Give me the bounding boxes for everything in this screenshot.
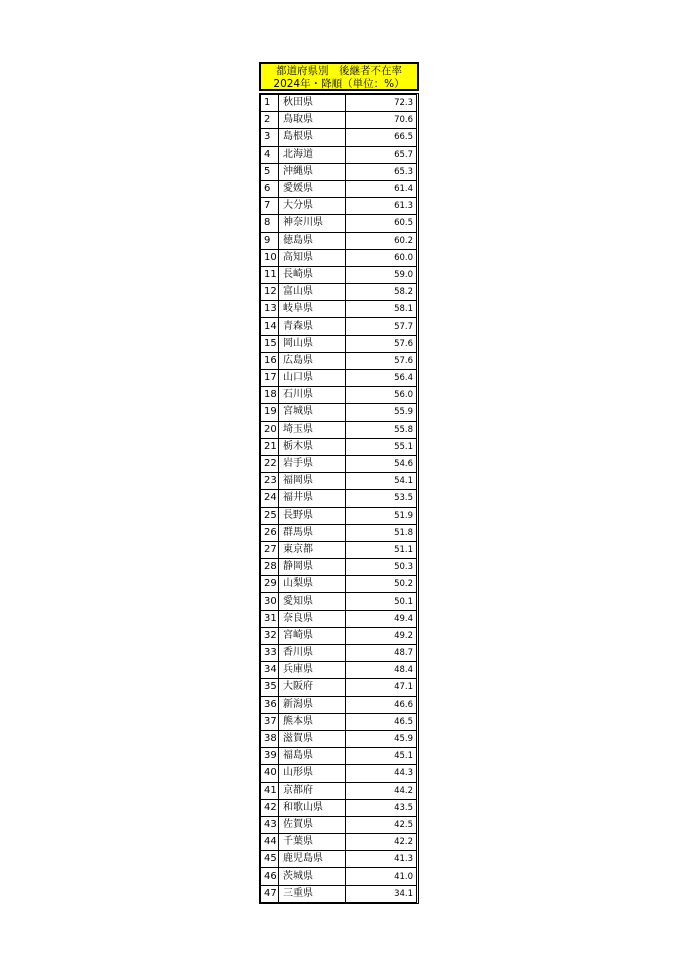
rate-value-cell: 48.7	[346, 645, 417, 662]
rate-value-cell: 45.9	[346, 730, 417, 747]
table-row	[261, 266, 417, 283]
rate-value-cell: 51.9	[346, 507, 417, 524]
rank-cell: 15	[261, 335, 279, 352]
rank-cell: 9	[261, 232, 279, 249]
table-row	[261, 180, 417, 197]
rate-value-cell: 46.6	[346, 696, 417, 713]
rank-cell: 39	[261, 748, 279, 765]
rate-value-cell: 57.6	[346, 352, 417, 369]
rank-cell: 31	[261, 610, 279, 627]
rank-cell: 27	[261, 541, 279, 558]
rank-cell: 40	[261, 765, 279, 782]
table-row	[261, 541, 417, 558]
prefecture-cell: 福井県	[279, 490, 346, 507]
table-row	[261, 112, 417, 129]
rank-cell: 22	[261, 455, 279, 472]
rate-value-cell: 65.3	[346, 163, 417, 180]
table-row	[261, 868, 417, 885]
rank-cell: 5	[261, 163, 279, 180]
rate-value-cell: 61.4	[346, 180, 417, 197]
prefecture-cell: 北海道	[279, 146, 346, 163]
prefecture-cell: 長崎県	[279, 266, 346, 283]
rank-cell: 28	[261, 559, 279, 576]
rate-value-cell: 56.4	[346, 370, 417, 387]
prefecture-cell: 鳥取県	[279, 112, 346, 129]
prefecture-cell: 京都府	[279, 782, 346, 799]
table-row	[261, 713, 417, 730]
table-row	[261, 129, 417, 146]
rank-cell: 17	[261, 370, 279, 387]
table-row	[261, 232, 417, 249]
rate-value-cell: 41.0	[346, 868, 417, 885]
rate-value-cell: 56.0	[346, 387, 417, 404]
table-row	[261, 662, 417, 679]
prefecture-cell: 沖縄県	[279, 163, 346, 180]
table-row	[261, 301, 417, 318]
rate-value-cell: 47.1	[346, 679, 417, 696]
table-row	[261, 490, 417, 507]
rank-cell: 11	[261, 266, 279, 283]
prefecture-cell: 岩手県	[279, 455, 346, 472]
table-row	[261, 163, 417, 180]
rate-value-cell: 57.7	[346, 318, 417, 335]
rate-value-cell: 49.2	[346, 627, 417, 644]
prefecture-cell: 広島県	[279, 352, 346, 369]
table-frame	[259, 93, 419, 904]
prefecture-cell: 茨城県	[279, 868, 346, 885]
prefecture-cell: 福島県	[279, 748, 346, 765]
prefecture-cell: 香川県	[279, 645, 346, 662]
rank-cell: 30	[261, 593, 279, 610]
rank-cell: 41	[261, 782, 279, 799]
rate-value-cell: 72.3	[346, 95, 417, 112]
table-row	[261, 765, 417, 782]
prefecture-cell: 岐阜県	[279, 301, 346, 318]
rank-cell: 4	[261, 146, 279, 163]
rank-cell: 47	[261, 885, 279, 902]
prefecture-cell: 宮崎県	[279, 627, 346, 644]
table-row	[261, 455, 417, 472]
rank-cell: 26	[261, 524, 279, 541]
table-row	[261, 215, 417, 232]
table-row	[261, 421, 417, 438]
table-row	[261, 593, 417, 610]
table-row	[261, 627, 417, 644]
prefecture-cell: 千葉県	[279, 834, 346, 851]
prefecture-cell: 東京都	[279, 541, 346, 558]
rank-cell: 6	[261, 180, 279, 197]
table-row	[261, 352, 417, 369]
table-row	[261, 284, 417, 301]
table-row	[261, 473, 417, 490]
prefecture-cell: 福岡県	[279, 473, 346, 490]
table-row	[261, 645, 417, 662]
rate-value-cell: 59.0	[346, 266, 417, 283]
rate-value-cell: 43.5	[346, 799, 417, 816]
rate-value-cell: 42.2	[346, 834, 417, 851]
prefecture-cell: 三重県	[279, 885, 346, 902]
rank-cell: 24	[261, 490, 279, 507]
rank-cell: 12	[261, 284, 279, 301]
rate-value-cell: 53.5	[346, 490, 417, 507]
table-row	[261, 198, 417, 215]
rate-value-cell: 60.5	[346, 215, 417, 232]
rank-cell: 36	[261, 696, 279, 713]
prefecture-cell: 静岡県	[279, 559, 346, 576]
prefecture-cell: 神奈川県	[279, 215, 346, 232]
rate-value-cell: 41.3	[346, 851, 417, 868]
rank-cell: 29	[261, 576, 279, 593]
prefecture-cell: 岡山県	[279, 335, 346, 352]
rank-cell: 33	[261, 645, 279, 662]
table-row	[261, 318, 417, 335]
table-row	[261, 782, 417, 799]
prefecture-cell: 愛知県	[279, 593, 346, 610]
rank-cell: 25	[261, 507, 279, 524]
prefecture-cell: 徳島県	[279, 232, 346, 249]
rank-cell: 35	[261, 679, 279, 696]
rate-value-cell: 60.2	[346, 232, 417, 249]
prefecture-cell: 高知県	[279, 249, 346, 266]
prefecture-cell: 滋賀県	[279, 730, 346, 747]
rate-value-cell: 58.1	[346, 301, 417, 318]
prefecture-cell: 栃木県	[279, 438, 346, 455]
table-row	[261, 559, 417, 576]
rate-value-cell: 42.5	[346, 816, 417, 833]
prefecture-cell: 兵庫県	[279, 662, 346, 679]
rank-cell: 10	[261, 249, 279, 266]
table-row	[261, 146, 417, 163]
prefecture-cell: 秋田県	[279, 95, 346, 112]
rate-value-cell: 51.8	[346, 524, 417, 541]
prefecture-cell: 富山県	[279, 284, 346, 301]
table-row	[261, 679, 417, 696]
prefecture-cell: 和歌山県	[279, 799, 346, 816]
prefecture-cell: 奈良県	[279, 610, 346, 627]
rate-value-cell: 50.1	[346, 593, 417, 610]
prefecture-cell: 大阪府	[279, 679, 346, 696]
rate-value-cell: 44.3	[346, 765, 417, 782]
prefecture-cell: 熊本県	[279, 713, 346, 730]
rank-cell: 3	[261, 129, 279, 146]
prefecture-cell: 山口県	[279, 370, 346, 387]
rate-value-cell: 45.1	[346, 748, 417, 765]
rate-value-cell: 54.6	[346, 455, 417, 472]
table-row	[261, 799, 417, 816]
rate-value-cell: 65.7	[346, 146, 417, 163]
table-row	[261, 387, 417, 404]
prefecture-cell: 佐賀県	[279, 816, 346, 833]
table-row	[261, 748, 417, 765]
rank-cell: 23	[261, 473, 279, 490]
rate-value-cell: 48.4	[346, 662, 417, 679]
rank-cell: 7	[261, 198, 279, 215]
prefecture-cell: 埼玉県	[279, 421, 346, 438]
table-row	[261, 816, 417, 833]
rate-value-cell: 66.5	[346, 129, 417, 146]
rank-cell: 20	[261, 421, 279, 438]
rank-cell: 13	[261, 301, 279, 318]
rank-cell: 34	[261, 662, 279, 679]
prefecture-cell: 山梨県	[279, 576, 346, 593]
rate-value-cell: 55.1	[346, 438, 417, 455]
rate-value-cell: 44.2	[346, 782, 417, 799]
rate-value-cell: 60.0	[346, 249, 417, 266]
rate-value-cell: 34.1	[346, 885, 417, 902]
rate-value-cell: 58.2	[346, 284, 417, 301]
rank-cell: 38	[261, 730, 279, 747]
table-title	[259, 62, 419, 91]
prefecture-cell: 島根県	[279, 129, 346, 146]
rank-cell: 37	[261, 713, 279, 730]
table-row	[261, 524, 417, 541]
rate-value-cell: 55.8	[346, 421, 417, 438]
prefecture-cell: 宮城県	[279, 404, 346, 421]
rank-cell: 19	[261, 404, 279, 421]
table-row	[261, 730, 417, 747]
rank-cell: 16	[261, 352, 279, 369]
rate-value-cell: 61.3	[346, 198, 417, 215]
rate-value-cell: 49.4	[346, 610, 417, 627]
ranking-table	[260, 94, 417, 903]
rank-cell: 18	[261, 387, 279, 404]
table-row	[261, 834, 417, 851]
ranking-sheet	[259, 62, 419, 904]
rank-cell: 1	[261, 95, 279, 112]
prefecture-cell: 群馬県	[279, 524, 346, 541]
rate-value-cell: 50.3	[346, 559, 417, 576]
table-row	[261, 851, 417, 868]
title-line-main: 都道府県別 後継者不在率	[276, 65, 402, 77]
prefecture-cell: 新潟県	[279, 696, 346, 713]
rate-value-cell: 70.6	[346, 112, 417, 129]
table-row	[261, 885, 417, 902]
rate-value-cell: 50.2	[346, 576, 417, 593]
rank-cell: 42	[261, 799, 279, 816]
prefecture-cell: 愛媛県	[279, 180, 346, 197]
rate-value-cell: 46.5	[346, 713, 417, 730]
prefecture-cell: 青森県	[279, 318, 346, 335]
rank-cell: 32	[261, 627, 279, 644]
prefecture-cell: 長野県	[279, 507, 346, 524]
table-row	[261, 438, 417, 455]
rank-cell: 43	[261, 816, 279, 833]
prefecture-cell: 石川県	[279, 387, 346, 404]
rate-value-cell: 55.9	[346, 404, 417, 421]
title-line-sub: 2024年・降順（単位：%）	[273, 77, 405, 90]
prefecture-cell: 大分県	[279, 198, 346, 215]
table-row	[261, 507, 417, 524]
prefecture-cell: 鹿児島県	[279, 851, 346, 868]
table-row	[261, 95, 417, 112]
rank-cell: 21	[261, 438, 279, 455]
prefecture-cell: 山形県	[279, 765, 346, 782]
rate-value-cell: 51.1	[346, 541, 417, 558]
rate-value-cell: 54.1	[346, 473, 417, 490]
table-row	[261, 610, 417, 627]
table-row	[261, 335, 417, 352]
table-row	[261, 404, 417, 421]
rank-cell: 44	[261, 834, 279, 851]
table-row	[261, 370, 417, 387]
table-row	[261, 696, 417, 713]
table-row	[261, 576, 417, 593]
rank-cell: 45	[261, 851, 279, 868]
rate-value-cell: 57.6	[346, 335, 417, 352]
table-row	[261, 249, 417, 266]
rank-cell: 2	[261, 112, 279, 129]
rank-cell: 8	[261, 215, 279, 232]
rank-cell: 14	[261, 318, 279, 335]
ranking-table-body	[261, 95, 417, 903]
rank-cell: 46	[261, 868, 279, 885]
